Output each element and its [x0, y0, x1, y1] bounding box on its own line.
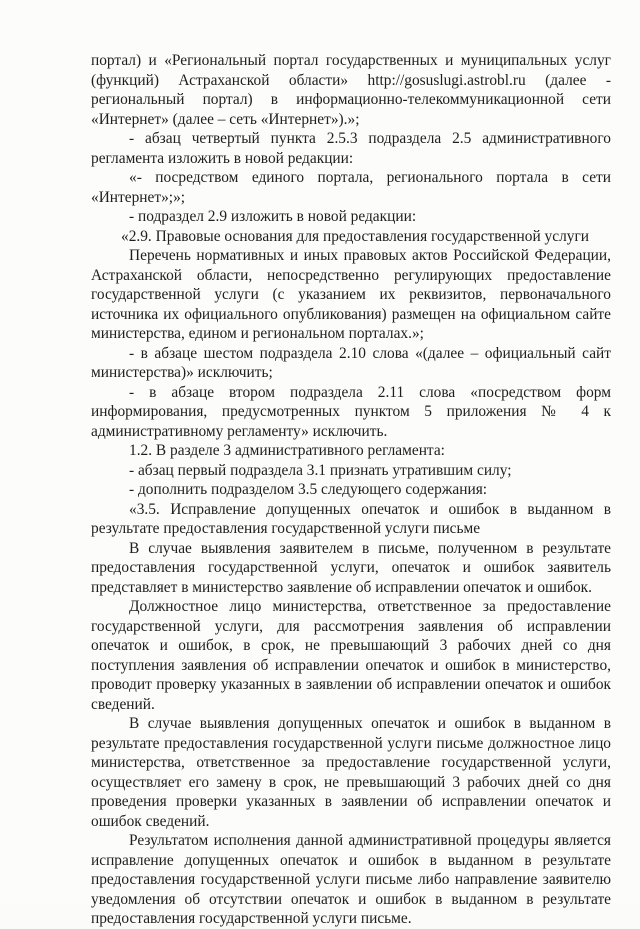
paragraph-legal-acts: Перечень нормативных и иных правовых актов Российской Федерации, Астраханской области, непосредственно регулирующих предоставление государственной услуги (с указанием их реквизитов, первоначального источника их официального опубликования) размещен на официальном сайте министерства, едином и региональном порталах.»;: [91, 247, 611, 342]
paragraph-item-2-11: - в абзаце втором подраздела 2.11 слова «посредством форм информирования, предусмотренных пунктом 5 приложения № 4 к административному регламенту» исключить.: [91, 383, 611, 440]
paragraph-procedure-result: Результатом исполнения данной административной процедуры является исправление допущенных опечаток и ошибок в выданном в результате предоставления государственной услуги письме либо направление заявителю уведомления об отсутствии опечаток и ошибок в выданном в результате предоставления государственной услуги письме.: [91, 832, 611, 927]
paragraph-section-1-2: 1.2. В разделе 3 административного регламента:: [129, 442, 445, 459]
paragraph-official-review: Должностное лицо министерства, ответственное за предоставление государственной услуги, для рассмотрения заявления об исправлении опечаток и ошибок, в срок, не превышающий 3 рабочих дней со дня поступления заявления об исправлении опечаток и ошибок в министерство, проводит проверку указанных в заявлении об исправлении опечаток и ошибок сведений.: [91, 598, 611, 713]
paragraph-portal-definition: портал) и «Региональный портал государственных и муниципальных услуг (функций) Астраханской области» http://gosuslugi.astrobl.ru (далее - региональный портал) в информационно-телекоммуникационной сети «Интернет» (далее – сеть «Интернет»).»;: [91, 52, 611, 128]
paragraph-portal-quote: «- посредством единого портала, регионального портала в сети «Интернет»;»;: [91, 169, 611, 206]
paragraph-applicant-errors: В случае выявления заявителем в письме, полученном в результате предоставления государственной услуги, опечаток и ошибок заявитель представляет в министерство заявление об исправлении опечаток и ошибок.: [91, 539, 611, 596]
paragraph-section-2-9-heading: «2.9. Правовые основания для предоставления государственной услуги: [121, 227, 589, 245]
paragraph-item-2-5-3: - абзац четвертый пункта 2.5.3 подраздела 2.5 административного регламента изложить в новой редакции:: [91, 130, 611, 167]
paragraph-item-2-10: - в абзаце шестом подраздела 2.10 слова «(далее – официальный сайт министерства)» исключить;: [91, 344, 611, 381]
paragraph-item-2-9: - подраздел 2.9 изложить в новой редакции:: [129, 208, 417, 225]
paragraph-item-3-1: - абзац первый подраздела 3.1 признать утратившим силу;: [129, 461, 512, 479]
document-body: [91, 51, 611, 929]
paragraph-item-3-5-add: - дополнить подразделом 3.5 следующего содержания:: [129, 481, 488, 498]
paragraph-letter-replacement: В случае выявления допущенных опечаток и ошибок в выданном в результате предоставления государственной услуги письме должностное лицо министерства, ответственное за предоставление государственной услуги, осуществляет его замену в срок, не превышающий 3 рабочих дней со дня проведения проверки указанных в заявлении об исправлении опечаток и ошибок сведений.: [91, 715, 611, 830]
paragraph-section-3-5-heading: «3.5. Исправление допущенных опечаток и ошибок в выданном в результате предоставления государственной услуги письме: [91, 500, 611, 537]
